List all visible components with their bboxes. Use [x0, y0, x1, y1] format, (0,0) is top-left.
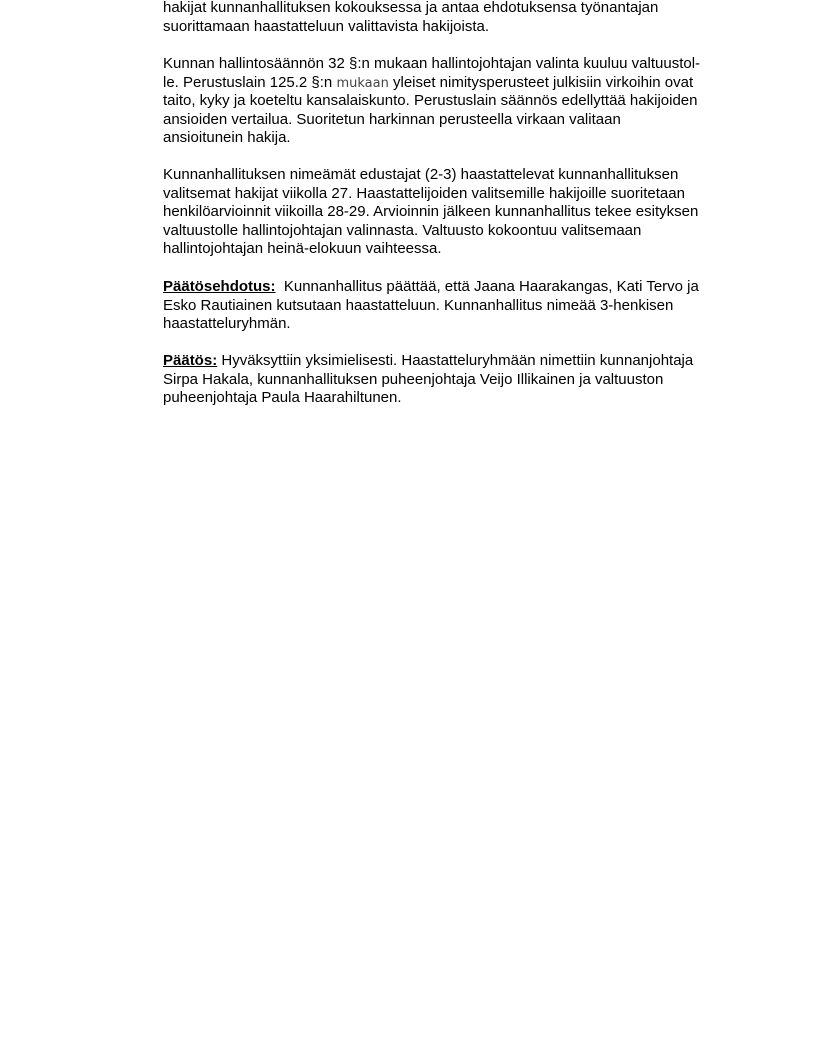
text-line: haastatteluryhmän.	[163, 315, 291, 333]
paragraph-applicants	[163, 0, 763, 36]
text-line: ansioiden vertailua. Suoritetun harkinnan perusteella virkaan valitaan	[163, 110, 621, 128]
paragraph-proposal	[163, 278, 763, 334]
text-line: Sirpa Hakala, kunnanhallituksen puheenjohtaja Veijo Illikainen ja valtuuston	[163, 370, 664, 388]
text-line: puheenjohtaja Paula Haarahiltunen.	[163, 389, 402, 407]
paragraph-legal-basis	[163, 55, 763, 148]
text-line: henkilöarvioinnit viikoilla 28-29. Arvioinnin jälkeen kunnanhallitus tekee esityksen	[163, 203, 699, 221]
text-segment-gray: mukaan	[336, 75, 389, 91]
paragraph-schedule	[163, 166, 763, 259]
text-segment: yleiset nimitysperusteet julkisiin virkoihin ovat	[388, 73, 694, 91]
decision-label: Päätös:	[163, 352, 218, 369]
text-line: Esko Rautiainen kutsutaan haastatteluun. Kunnanhallitus nimeää 3-henkisen	[163, 296, 674, 314]
text-segment: Hyväksyttiin yksimielisesti. Haastatteluryhmään nimettiin kunnanjohtaja	[217, 352, 694, 369]
text-line: valtuustolle hallintojohtajan valinnasta. Valtuusto kokoontuu valitsemaan	[163, 221, 642, 239]
text-line: taito, kyky ja koeteltu kansalaiskunto. Perustuslain säännös edellyttää hakijoiden	[163, 92, 698, 110]
text-line: ansioitunein hakija.	[163, 129, 291, 147]
text-line: hakijat kunnanhallituksen kokouksessa ja antaa ehdotuksensa työnantajan	[163, 0, 659, 16]
text-line	[163, 278, 763, 297]
text-segment: le. Perustuslain 125.2 §:n	[163, 73, 337, 91]
text-line	[163, 74, 763, 93]
text-line: suorittamaan haastatteluun valittavista hakijoista.	[163, 17, 490, 35]
text-segment: Kunnanhallitus päättää, että Jaana Haarakangas, Kati Tervo ja	[275, 278, 699, 295]
text-line: hallintojohtajan heinä-elokuun vaihteessa.	[163, 240, 442, 258]
text-line	[163, 352, 763, 371]
proposal-label: Päätösehdotus:	[163, 278, 276, 295]
paragraph-decision	[163, 352, 763, 408]
text-line: Kunnanhallituksen nimeämät edustajat (2-3) haastattelevat kunnanhallituksen	[163, 166, 679, 183]
text-line: Kunnan hallintosäännön 32 §:n mukaan hallintojohtajan valinta kuuluu valtuustol-	[163, 55, 701, 72]
text-line: valitsemat hakijat viikolla 27. Haastattelijoiden valitsemille hakijoille suoritetaan	[163, 184, 685, 202]
